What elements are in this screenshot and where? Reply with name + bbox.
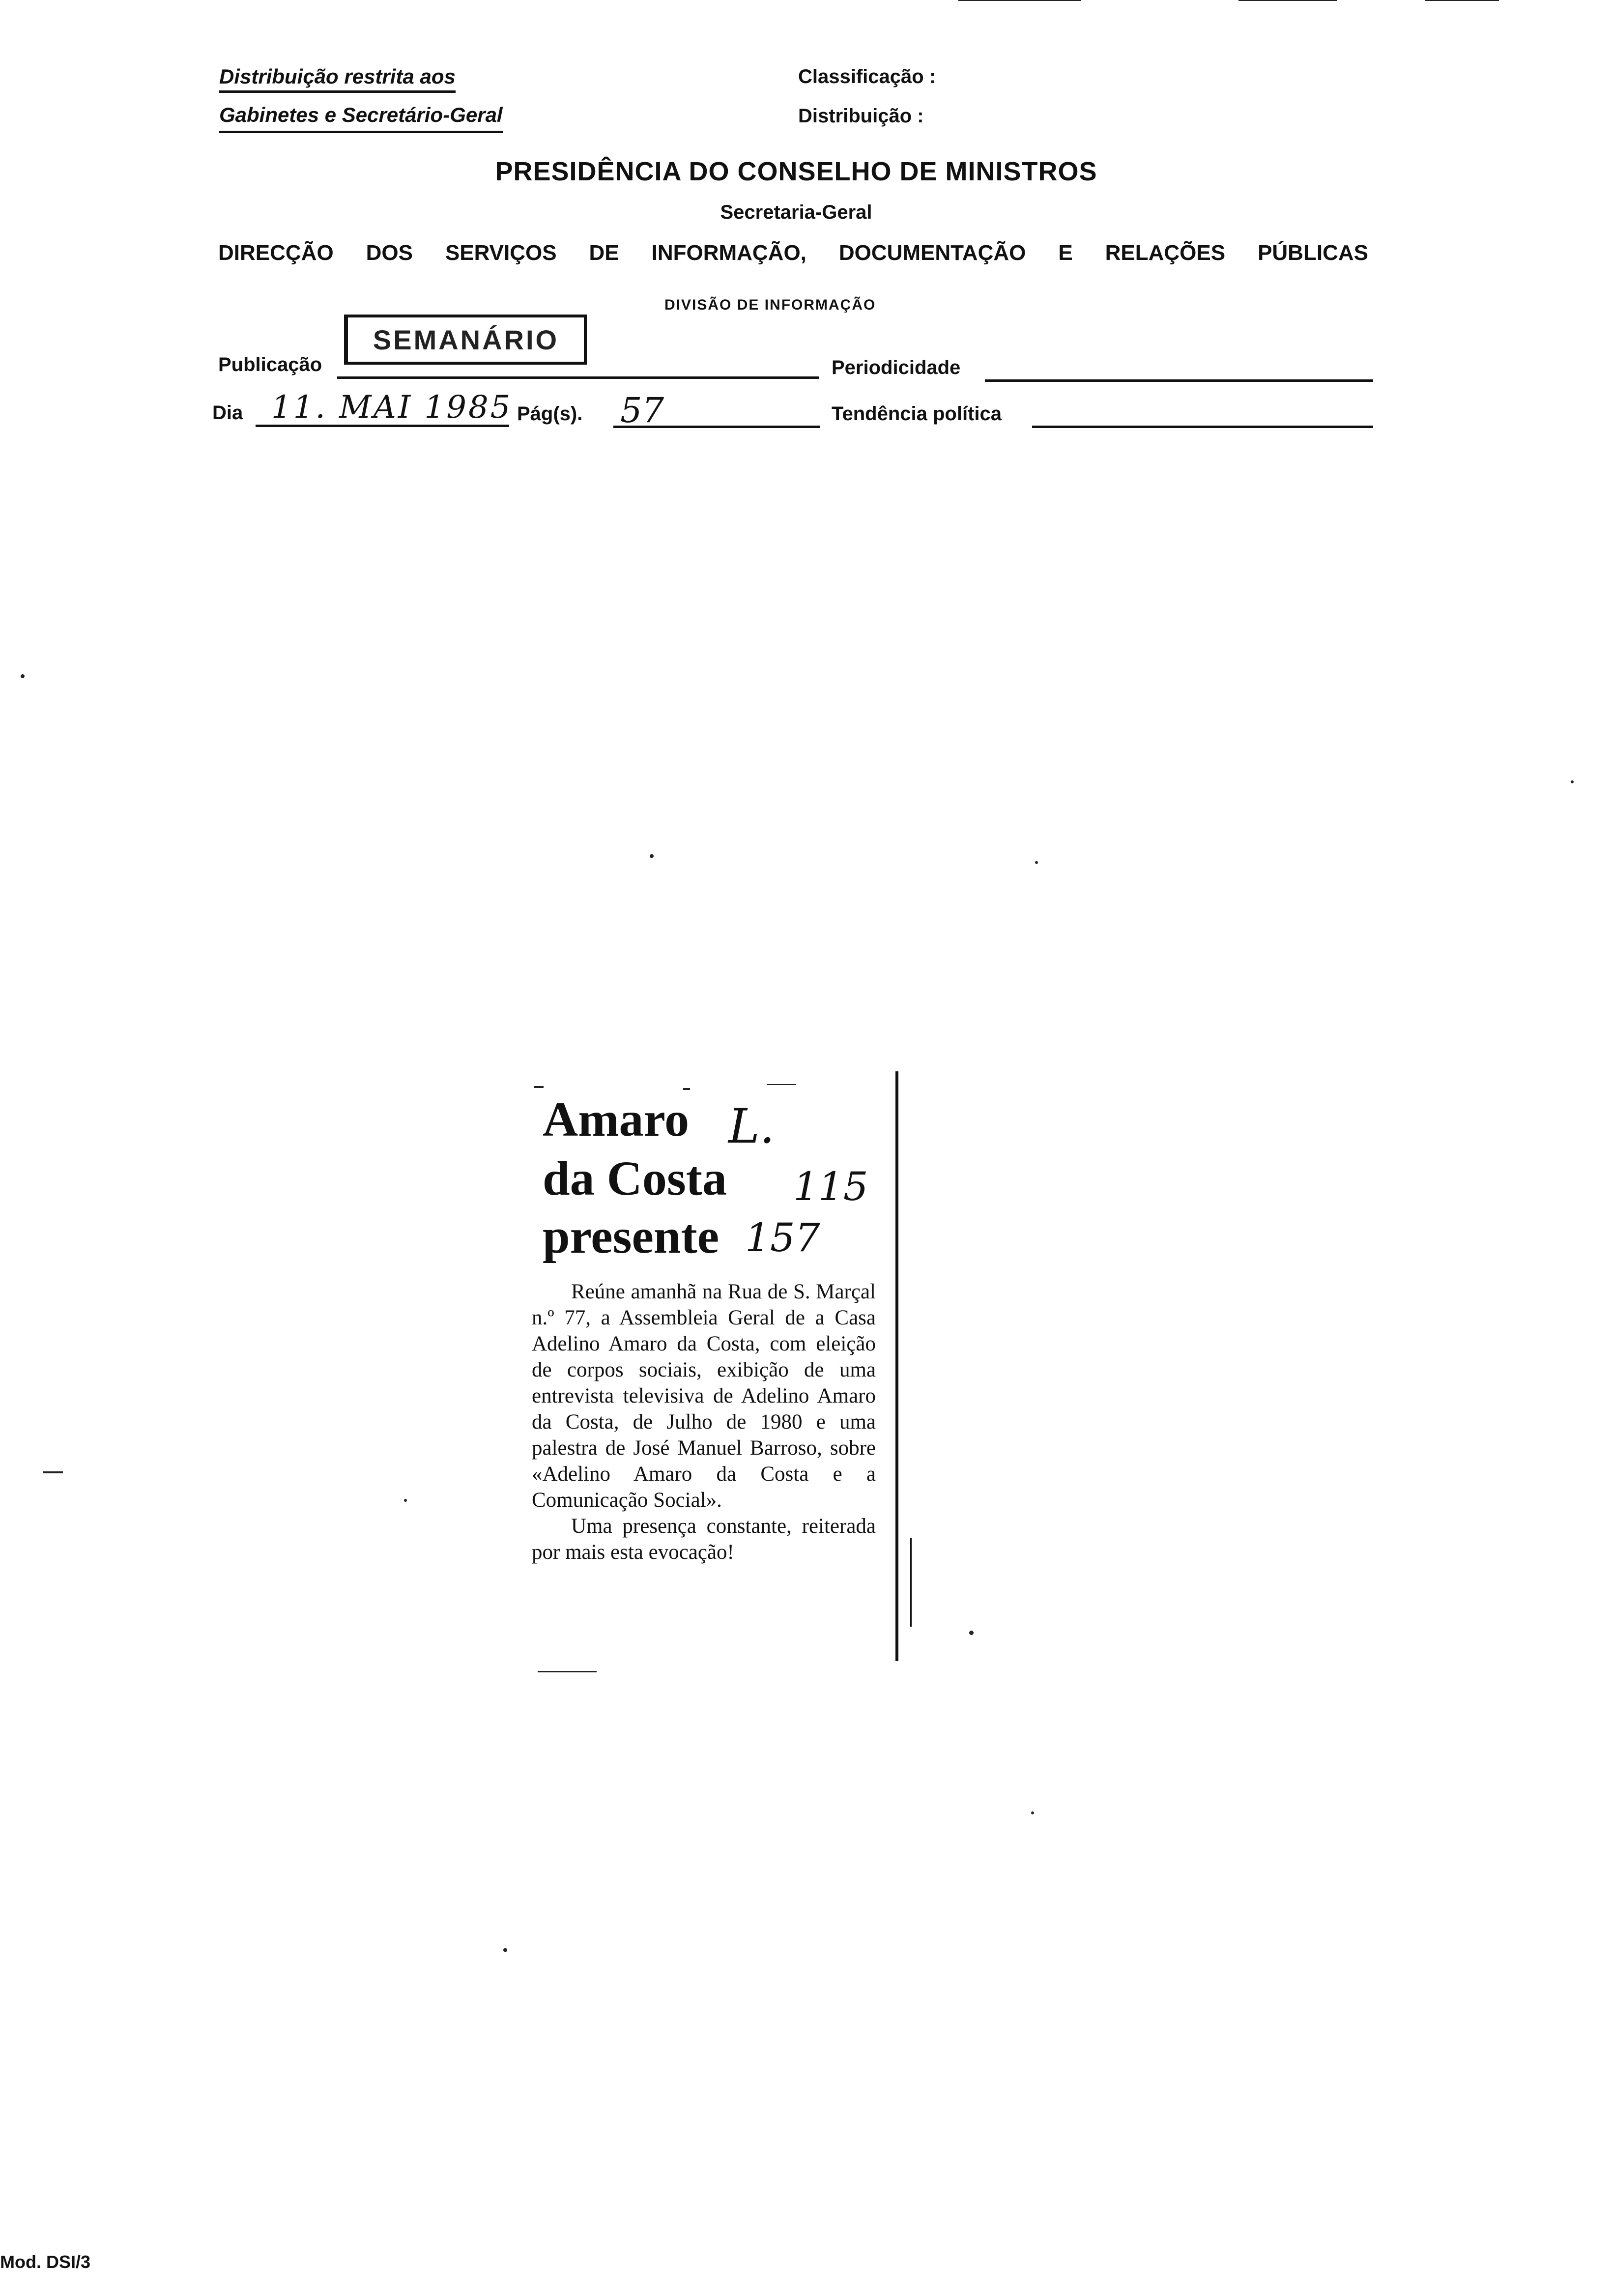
periodicidade-line (985, 379, 1373, 382)
clipping-body (532, 1279, 876, 1565)
scan-mark (958, 0, 1081, 1)
scan-speck (404, 1499, 407, 1502)
clipping-bottom-dash (538, 1671, 597, 1672)
scan-mark (1238, 0, 1337, 1)
clipping-right-rule (895, 1071, 898, 1661)
scan-speck (650, 854, 654, 858)
clipping-paragraph-2: Uma presença constante, reiterada por mais esta evocação! (532, 1515, 876, 1564)
scan-speck (969, 1631, 974, 1635)
scan-speck (1035, 861, 1038, 864)
pags-label: Pág(s). (517, 403, 583, 425)
scan-speck (1571, 780, 1574, 783)
handwritten-note-3: 157 (745, 1215, 820, 1261)
form-model-code: Mod. DSI/3 (0, 2252, 91, 2272)
headline-line-2: da Costa (543, 1151, 727, 1205)
handwritten-note-2: 115 (793, 1164, 868, 1209)
publicacao-label: Publicação (218, 354, 322, 375)
headline-line-1: Amaro (543, 1092, 690, 1147)
clipping-dash (767, 1084, 796, 1085)
organization-title: PRESIDÊNCIA DO CONSELHO DE MINISTROS (495, 157, 1097, 186)
clipping-right-rule-lower (910, 1538, 912, 1627)
publicacao-line (337, 376, 819, 379)
pags-value: 57 (620, 390, 664, 430)
dia-label: Dia (212, 402, 243, 424)
headline-line-3: presente (543, 1209, 720, 1263)
clipping-dash (534, 1086, 544, 1088)
classificacao-label: Classificação : (798, 66, 936, 87)
direccao-word: DIRECÇÃO (218, 241, 334, 265)
handwritten-note-1: L. (728, 1099, 775, 1154)
scan-speck (503, 1948, 507, 1952)
direccao-word: INFORMAÇÃO, (651, 241, 806, 265)
restricted-distribution-line-2: Gabinetes e Secretário-Geral (219, 103, 503, 133)
divisao-label: DIVISÃO DE INFORMAÇÃO (664, 297, 876, 313)
direccao-word: PÚBLICAS (1258, 241, 1368, 265)
dia-value: 11. MAI 1985 (271, 389, 513, 426)
clipping-paragraph-1: Reúne amanhã na Rua de S. Marçal n.º 77, a Assembleia Geral de a Casa Adelino Amaro da Costa, com eleição de corpos sociais, exibição de uma entrevista televisiva de Adelino Amaro da Costa, de Julho de 1980 e uma palestra de José Manuel Barroso, sobre «Adelino Amaro da Costa e a Comunicação Social». (532, 1280, 876, 1512)
scan-speck (1031, 1811, 1034, 1814)
direccao-word: DOCUMENTAÇÃO (838, 241, 1026, 265)
tendencia-line (1032, 426, 1373, 428)
tendencia-label: Tendência política (832, 403, 1002, 425)
direccao-word: E (1058, 241, 1073, 265)
distribuicao-label: Distribuição : (798, 105, 924, 127)
periodicidade-label: Periodicidade (832, 357, 961, 378)
direccao-word: DOS (366, 241, 413, 265)
organization-subtitle: Secretaria-Geral (720, 201, 872, 223)
restricted-distribution-line-1: Distribuição restrita aos (219, 65, 456, 93)
direccao-word: DE (589, 241, 619, 265)
direccao-heading (218, 241, 1368, 265)
scan-speck (21, 674, 25, 678)
clipping-dash (683, 1088, 690, 1090)
scan-mark (43, 1471, 63, 1473)
publication-stamp: SEMANÁRIO (344, 315, 587, 365)
direccao-word: RELAÇÕES (1105, 241, 1226, 265)
direccao-word: SERVIÇOS (445, 241, 557, 265)
scan-mark (1425, 0, 1499, 1)
